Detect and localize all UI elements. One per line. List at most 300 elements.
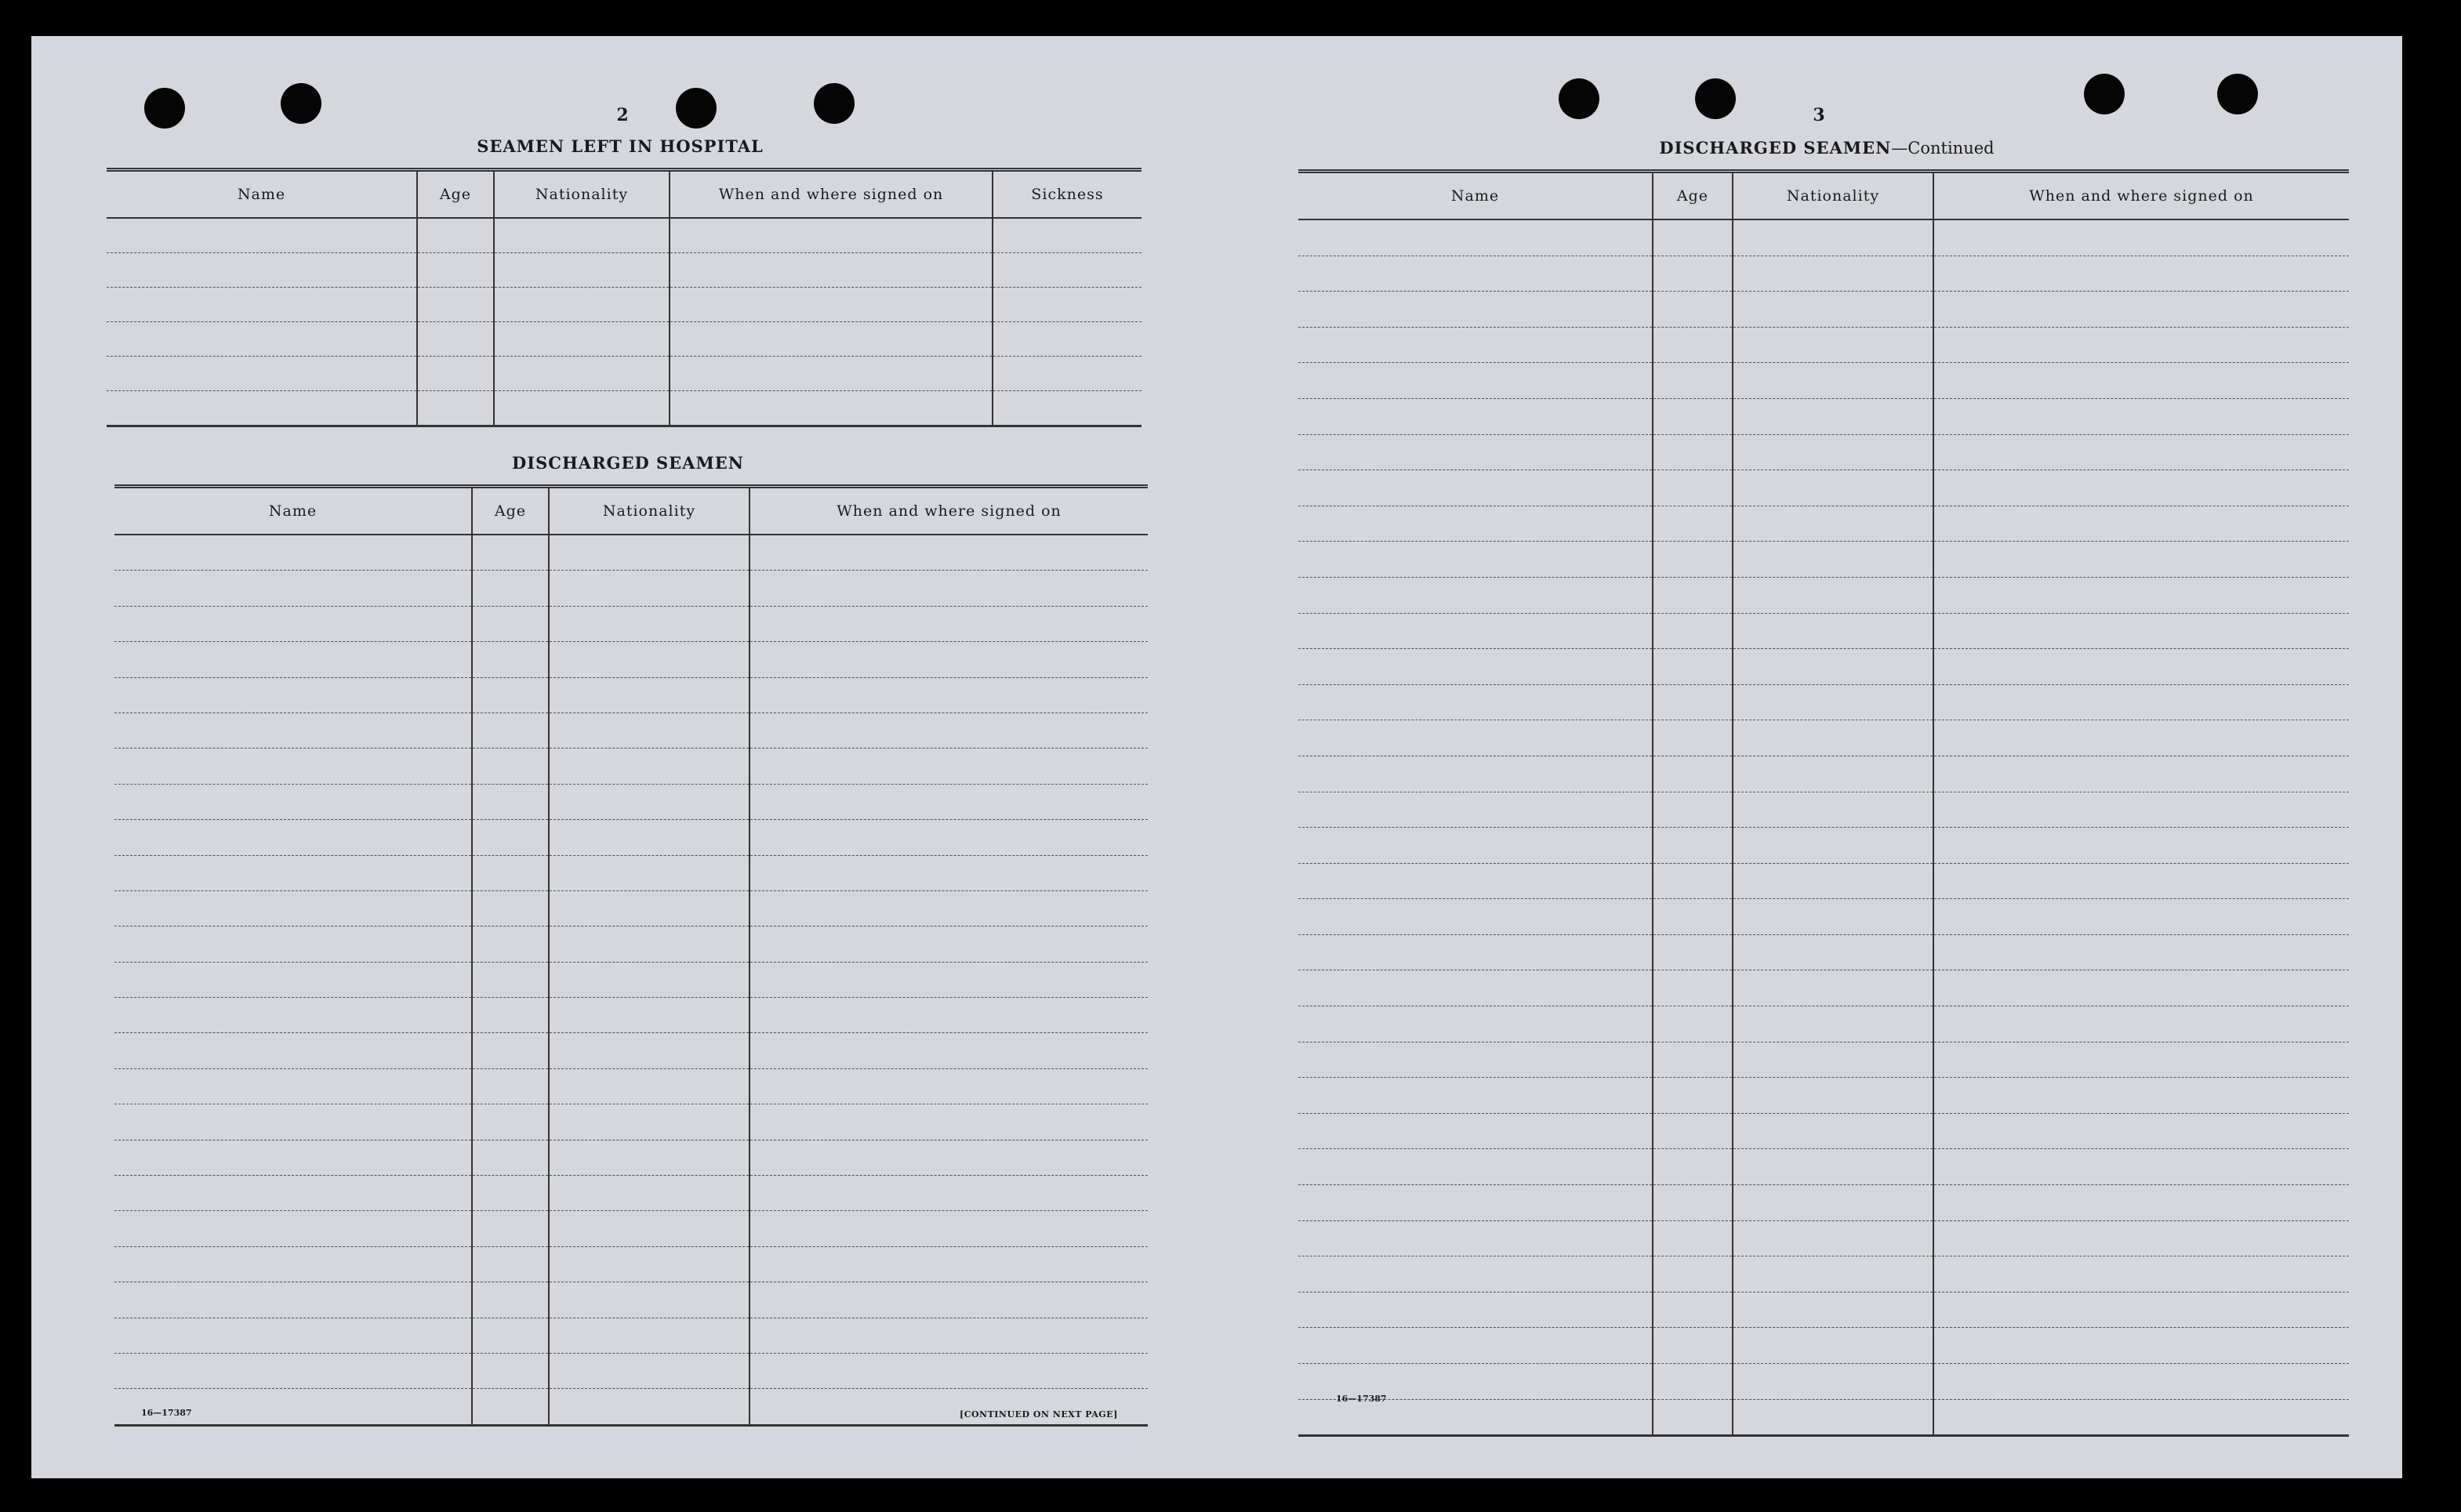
blank-entry-cell bbox=[1733, 577, 1933, 613]
blank-entry-cell bbox=[549, 1104, 750, 1140]
blank-entry-cell bbox=[1653, 398, 1733, 434]
blank-entry-cell bbox=[549, 1033, 750, 1068]
blank-entry-cell bbox=[670, 391, 993, 426]
blank-entry-cell bbox=[1298, 1256, 1653, 1293]
blank-entry-cell bbox=[472, 998, 549, 1033]
blank-entry-cell bbox=[114, 962, 472, 997]
blank-entry-cell bbox=[1933, 292, 2349, 328]
table-row bbox=[114, 1033, 1148, 1068]
blank-entry-cell bbox=[1733, 1006, 1933, 1042]
blank-entry-cell bbox=[549, 1318, 750, 1353]
blank-entry-cell bbox=[1298, 756, 1653, 792]
blank-entry-cell bbox=[114, 535, 472, 571]
blank-entry-cell bbox=[750, 1353, 1148, 1388]
table-row bbox=[1298, 934, 2349, 970]
blank-entry-cell bbox=[1933, 1113, 2349, 1149]
blank-entry-cell bbox=[1653, 720, 1733, 756]
document-sheet bbox=[31, 36, 2402, 1478]
blank-entry-cell bbox=[494, 288, 670, 322]
blank-entry-cell bbox=[114, 606, 472, 641]
blank-entry-cell bbox=[1733, 828, 1933, 864]
blank-entry-cell bbox=[1653, 1256, 1733, 1293]
blank-entry-cell bbox=[1933, 1185, 2349, 1221]
blank-entry-cell bbox=[107, 218, 417, 253]
blank-entry-cell bbox=[1733, 613, 1933, 649]
blank-entry-cell bbox=[472, 926, 549, 962]
blank-entry-cell bbox=[1653, 613, 1733, 649]
table-row bbox=[1298, 720, 2349, 756]
blank-entry-cell bbox=[750, 749, 1148, 784]
blank-entry-cell bbox=[670, 253, 993, 288]
table-row bbox=[1298, 756, 2349, 792]
blank-entry-cell bbox=[750, 1068, 1148, 1104]
table-row bbox=[1298, 470, 2349, 506]
blank-entry-cell bbox=[114, 855, 472, 890]
table-row bbox=[114, 1282, 1148, 1318]
table-row bbox=[114, 1246, 1148, 1282]
blank-entry-cell bbox=[1733, 720, 1933, 756]
blank-entry-cell bbox=[472, 820, 549, 855]
blank-entry-cell bbox=[114, 1318, 472, 1353]
table-row bbox=[114, 1211, 1148, 1246]
blank-entry-cell bbox=[1733, 1292, 1933, 1328]
blank-entry-cell bbox=[1733, 792, 1933, 828]
blank-entry-cell bbox=[114, 890, 472, 926]
blank-entry-cell bbox=[549, 962, 750, 997]
blank-entry-cell bbox=[472, 1282, 549, 1318]
blank-entry-cell bbox=[993, 253, 1142, 288]
column-header: Nationality bbox=[549, 487, 750, 535]
blank-entry-cell bbox=[472, 606, 549, 641]
column-header: Sickness bbox=[993, 170, 1142, 219]
table-row bbox=[114, 1353, 1148, 1388]
blank-entry-cell bbox=[1653, 1006, 1733, 1042]
blank-entry-cell bbox=[750, 1104, 1148, 1140]
blank-entry-cell bbox=[750, 642, 1148, 677]
table-row bbox=[1298, 684, 2349, 720]
blank-entry-cell bbox=[472, 749, 549, 784]
blank-entry-cell bbox=[1653, 470, 1733, 506]
table-row bbox=[114, 998, 1148, 1033]
blank-entry-cell bbox=[114, 1353, 472, 1388]
blank-entry-cell bbox=[1933, 934, 2349, 970]
blank-entry-cell bbox=[750, 1140, 1148, 1175]
blank-entry-cell bbox=[114, 1140, 472, 1175]
blank-entry-cell bbox=[1733, 756, 1933, 792]
blank-entry-cell bbox=[1933, 1399, 2349, 1436]
table-row bbox=[1298, 828, 2349, 864]
blank-entry-cell bbox=[750, 962, 1148, 997]
blank-entry-cell bbox=[1298, 1399, 1653, 1436]
blank-entry-cell bbox=[670, 288, 993, 322]
blank-entry-cell bbox=[1653, 1328, 1733, 1364]
blank-entry-cell bbox=[1653, 1292, 1733, 1328]
blank-entry-cell bbox=[993, 391, 1142, 426]
blank-entry-cell bbox=[1933, 828, 2349, 864]
table-row bbox=[107, 253, 1142, 288]
blank-entry-cell bbox=[549, 535, 750, 571]
blank-entry-cell bbox=[1653, 970, 1733, 1006]
blank-entry-cell bbox=[417, 391, 494, 426]
blank-entry-cell bbox=[472, 571, 549, 606]
blank-entry-cell bbox=[750, 1176, 1148, 1211]
blank-entry-cell bbox=[750, 926, 1148, 962]
blank-entry-cell bbox=[1298, 1042, 1653, 1078]
table-row bbox=[1298, 613, 2349, 649]
blank-entry-cell bbox=[1933, 649, 2349, 685]
punch-hole bbox=[2084, 74, 2125, 114]
blank-entry-cell bbox=[1933, 1328, 2349, 1364]
blank-entry-cell bbox=[494, 253, 670, 288]
table-row bbox=[1298, 1185, 2349, 1221]
blank-entry-cell bbox=[1733, 1256, 1933, 1293]
blank-entry-cell bbox=[549, 890, 750, 926]
blank-entry-cell bbox=[670, 218, 993, 253]
blank-entry-cell bbox=[1733, 1078, 1933, 1114]
table-row bbox=[114, 677, 1148, 712]
left-form-number: 16—17387 bbox=[141, 1408, 192, 1418]
blank-entry-cell bbox=[1653, 792, 1733, 828]
blank-entry-cell bbox=[114, 926, 472, 962]
right-page-number: 3 bbox=[1813, 105, 1825, 125]
blank-entry-cell bbox=[1733, 1149, 1933, 1185]
blank-entry-cell bbox=[114, 749, 472, 784]
blank-entry-cell bbox=[472, 962, 549, 997]
blank-entry-cell bbox=[1653, 756, 1733, 792]
blank-entry-cell bbox=[1933, 792, 2349, 828]
blank-entry-cell bbox=[472, 855, 549, 890]
blank-entry-cell bbox=[472, 1353, 549, 1388]
blank-entry-cell bbox=[1298, 470, 1653, 506]
table-row bbox=[1298, 863, 2349, 899]
blank-entry-cell bbox=[1653, 1149, 1733, 1185]
table-row bbox=[107, 218, 1142, 253]
table-row bbox=[1298, 649, 2349, 685]
blank-entry-cell bbox=[1733, 1185, 1933, 1221]
blank-entry-cell bbox=[1653, 899, 1733, 935]
blank-entry-cell bbox=[1653, 1078, 1733, 1114]
blank-entry-cell bbox=[549, 1176, 750, 1211]
blank-entry-cell bbox=[1653, 327, 1733, 363]
blank-entry-cell bbox=[472, 1246, 549, 1282]
blank-entry-cell bbox=[114, 712, 472, 748]
blank-entry-cell bbox=[1733, 363, 1933, 399]
table-row bbox=[114, 926, 1148, 962]
blank-entry-cell bbox=[1298, 219, 1653, 256]
blank-entry-cell bbox=[750, 571, 1148, 606]
blank-entry-cell bbox=[1653, 292, 1733, 328]
blank-entry-cell bbox=[1653, 256, 1733, 292]
blank-entry-cell bbox=[494, 357, 670, 391]
table-row bbox=[1298, 1328, 2349, 1364]
blank-entry-cell bbox=[549, 1389, 750, 1425]
blank-entry-cell bbox=[417, 322, 494, 357]
blank-entry-cell bbox=[1733, 863, 1933, 899]
table-row bbox=[114, 1140, 1148, 1175]
blank-entry-cell bbox=[1933, 219, 2349, 256]
punch-hole bbox=[144, 88, 185, 129]
table-row bbox=[1298, 792, 2349, 828]
blank-entry-cell bbox=[1298, 434, 1653, 470]
blank-entry-cell bbox=[1933, 1364, 2349, 1400]
blank-entry-cell bbox=[1733, 327, 1933, 363]
blank-entry-cell bbox=[417, 357, 494, 391]
blank-entry-cell bbox=[1733, 684, 1933, 720]
blank-entry-cell bbox=[1653, 1185, 1733, 1221]
punch-hole bbox=[281, 83, 321, 124]
blank-entry-cell bbox=[1933, 363, 2349, 399]
table-row bbox=[1298, 256, 2349, 292]
table-row bbox=[107, 357, 1142, 391]
blank-entry-cell bbox=[1298, 1006, 1653, 1042]
table-row bbox=[114, 1068, 1148, 1104]
blank-entry-cell bbox=[1298, 970, 1653, 1006]
blank-entry-cell bbox=[1933, 470, 2349, 506]
blank-entry-cell bbox=[472, 1140, 549, 1175]
blank-entry-cell bbox=[1298, 828, 1653, 864]
blank-entry-cell bbox=[1653, 934, 1733, 970]
blank-entry-cell bbox=[1653, 363, 1733, 399]
blank-entry-cell bbox=[750, 1211, 1148, 1246]
table-row bbox=[1298, 542, 2349, 578]
blank-entry-cell bbox=[1653, 1399, 1733, 1436]
blank-entry-cell bbox=[549, 1140, 750, 1175]
table-row bbox=[1298, 506, 2349, 542]
blank-entry-cell bbox=[549, 1068, 750, 1104]
table-row bbox=[1298, 1078, 2349, 1114]
blank-entry-cell bbox=[114, 784, 472, 819]
blank-entry-cell bbox=[472, 890, 549, 926]
discharged-continued-title bbox=[1301, 138, 2352, 158]
blank-entry-cell bbox=[472, 1389, 549, 1425]
blank-entry-cell bbox=[1933, 899, 2349, 935]
table-row bbox=[1298, 899, 2349, 935]
column-header: Nationality bbox=[1733, 172, 1933, 220]
blank-entry-cell bbox=[1933, 1220, 2349, 1256]
blank-entry-cell bbox=[750, 1389, 1148, 1425]
blank-entry-cell bbox=[1933, 1149, 2349, 1185]
table-row bbox=[1298, 219, 2349, 256]
blank-entry-cell bbox=[107, 391, 417, 426]
blank-entry-cell bbox=[472, 1211, 549, 1246]
blank-entry-cell bbox=[1298, 1149, 1653, 1185]
blank-entry-cell bbox=[1733, 542, 1933, 578]
column-header: Name bbox=[107, 170, 417, 219]
blank-entry-cell bbox=[1733, 934, 1933, 970]
blank-entry-cell bbox=[750, 784, 1148, 819]
blank-entry-cell bbox=[1733, 506, 1933, 542]
blank-entry-cell bbox=[549, 642, 750, 677]
blank-entry-cell bbox=[1733, 470, 1933, 506]
blank-entry-cell bbox=[114, 1068, 472, 1104]
blank-entry-cell bbox=[1933, 1292, 2349, 1328]
table-row bbox=[1298, 327, 2349, 363]
blank-entry-cell bbox=[1653, 1113, 1733, 1149]
table-row bbox=[1298, 434, 2349, 470]
table-row bbox=[114, 606, 1148, 641]
blank-entry-cell bbox=[417, 218, 494, 253]
blank-entry-cell bbox=[1298, 398, 1653, 434]
table-row bbox=[1298, 363, 2349, 399]
column-header: Name bbox=[1298, 172, 1653, 220]
blank-entry-cell bbox=[472, 1033, 549, 1068]
blank-entry-cell bbox=[1298, 363, 1653, 399]
table-row bbox=[1298, 577, 2349, 613]
blank-entry-cell bbox=[750, 998, 1148, 1033]
punch-hole bbox=[676, 88, 717, 129]
blank-entry-cell bbox=[114, 998, 472, 1033]
continued-note: [CONTINUED ON NEXT PAGE] bbox=[960, 1409, 1118, 1420]
blank-entry-cell bbox=[1298, 613, 1653, 649]
blank-entry-cell bbox=[750, 1246, 1148, 1282]
hospital-table bbox=[107, 168, 1142, 427]
left-page-number: 2 bbox=[616, 105, 629, 125]
blank-entry-cell bbox=[1653, 1220, 1733, 1256]
blank-entry-cell bbox=[750, 1282, 1148, 1318]
blank-entry-cell bbox=[1298, 256, 1653, 292]
discharged-table bbox=[114, 484, 1148, 1427]
table-row bbox=[114, 784, 1148, 819]
blank-entry-cell bbox=[1653, 649, 1733, 685]
table-row bbox=[1298, 292, 2349, 328]
blank-entry-cell bbox=[1653, 506, 1733, 542]
blank-entry-cell bbox=[1733, 1113, 1933, 1149]
blank-entry-cell bbox=[114, 642, 472, 677]
blank-entry-cell bbox=[1298, 863, 1653, 899]
blank-entry-cell bbox=[1653, 434, 1733, 470]
column-header: When and where signed on bbox=[750, 487, 1148, 535]
blank-entry-cell bbox=[114, 571, 472, 606]
blank-entry-cell bbox=[993, 218, 1142, 253]
blank-entry-cell bbox=[472, 677, 549, 712]
table-row bbox=[107, 322, 1142, 357]
column-header: Nationality bbox=[494, 170, 670, 219]
blank-entry-cell bbox=[114, 1104, 472, 1140]
blank-entry-cell bbox=[1653, 684, 1733, 720]
blank-entry-cell bbox=[750, 677, 1148, 712]
table-row bbox=[114, 962, 1148, 997]
table-row bbox=[114, 535, 1148, 571]
hospital-section-title: SEAMEN LEFT IN HOSPITAL bbox=[477, 136, 764, 156]
column-header: Age bbox=[472, 487, 549, 535]
table-row bbox=[1298, 398, 2349, 434]
table-row bbox=[114, 855, 1148, 890]
table-row bbox=[1298, 1292, 2349, 1328]
blank-entry-cell bbox=[472, 1318, 549, 1353]
blank-entry-cell bbox=[1298, 1328, 1653, 1364]
table-row bbox=[1298, 1364, 2349, 1400]
blank-entry-cell bbox=[750, 606, 1148, 641]
blank-entry-cell bbox=[107, 288, 417, 322]
blank-entry-cell bbox=[114, 677, 472, 712]
blank-entry-cell bbox=[1933, 863, 2349, 899]
blank-entry-cell bbox=[1933, 398, 2349, 434]
blank-entry-cell bbox=[1653, 219, 1733, 256]
blank-entry-cell bbox=[1933, 577, 2349, 613]
blank-entry-cell bbox=[1933, 1078, 2349, 1114]
blank-entry-cell bbox=[1933, 542, 2349, 578]
discharged-section-title: DISCHARGED SEAMEN bbox=[512, 453, 744, 473]
blank-entry-cell bbox=[549, 855, 750, 890]
blank-entry-cell bbox=[472, 712, 549, 748]
blank-entry-cell bbox=[114, 1246, 472, 1282]
blank-entry-cell bbox=[750, 890, 1148, 926]
blank-entry-cell bbox=[993, 357, 1142, 391]
punch-hole bbox=[2217, 74, 2258, 114]
blank-entry-cell bbox=[670, 322, 993, 357]
table-row bbox=[114, 1104, 1148, 1140]
blank-entry-cell bbox=[494, 322, 670, 357]
table-row bbox=[1298, 1220, 2349, 1256]
punch-hole bbox=[1559, 78, 1599, 119]
right-form-number: 16—17387 bbox=[1336, 1394, 1387, 1404]
blank-entry-cell bbox=[1298, 1113, 1653, 1149]
blank-entry-cell bbox=[472, 1104, 549, 1140]
blank-entry-cell bbox=[1733, 649, 1933, 685]
blank-entry-cell bbox=[1933, 434, 2349, 470]
blank-entry-cell bbox=[1933, 1006, 2349, 1042]
blank-entry-cell bbox=[549, 926, 750, 962]
table-row bbox=[1298, 1399, 2349, 1436]
blank-entry-cell bbox=[549, 606, 750, 641]
blank-entry-cell bbox=[750, 855, 1148, 890]
column-header: Age bbox=[1653, 172, 1733, 220]
blank-entry-cell bbox=[114, 820, 472, 855]
blank-entry-cell bbox=[1298, 542, 1653, 578]
blank-entry-cell bbox=[549, 1246, 750, 1282]
blank-entry-cell bbox=[549, 571, 750, 606]
blank-entry-cell bbox=[494, 218, 670, 253]
table-row bbox=[107, 391, 1142, 426]
blank-entry-cell bbox=[1298, 720, 1653, 756]
blank-entry-cell bbox=[750, 820, 1148, 855]
blank-entry-cell bbox=[1933, 756, 2349, 792]
blank-entry-cell bbox=[472, 642, 549, 677]
blank-entry-cell bbox=[472, 784, 549, 819]
column-header: When and where signed on bbox=[1933, 172, 2349, 220]
blank-entry-cell bbox=[750, 712, 1148, 748]
table-row bbox=[1298, 1113, 2349, 1149]
blank-entry-cell bbox=[1653, 542, 1733, 578]
discharged-continued-title-main: DISCHARGED SEAMEN bbox=[1659, 138, 1892, 158]
table-row bbox=[107, 288, 1142, 322]
table-row bbox=[1298, 1006, 2349, 1042]
blank-entry-cell bbox=[417, 288, 494, 322]
blank-entry-cell bbox=[750, 1318, 1148, 1353]
blank-entry-cell bbox=[1933, 720, 2349, 756]
blank-entry-cell bbox=[1733, 899, 1933, 935]
blank-entry-cell bbox=[549, 749, 750, 784]
blank-entry-cell bbox=[549, 1353, 750, 1388]
blank-entry-cell bbox=[472, 1068, 549, 1104]
blank-entry-cell bbox=[1933, 506, 2349, 542]
blank-entry-cell bbox=[1653, 1364, 1733, 1400]
blank-entry-cell bbox=[1733, 1399, 1933, 1436]
blank-entry-cell bbox=[549, 1211, 750, 1246]
blank-entry-cell bbox=[1933, 256, 2349, 292]
blank-entry-cell bbox=[1733, 434, 1933, 470]
table-row bbox=[1298, 1149, 2349, 1185]
blank-entry-cell bbox=[1298, 934, 1653, 970]
column-header: Age bbox=[417, 170, 494, 219]
blank-entry-cell bbox=[549, 784, 750, 819]
blank-entry-cell bbox=[1653, 863, 1733, 899]
punch-hole bbox=[814, 83, 855, 124]
blank-entry-cell bbox=[1298, 1185, 1653, 1221]
blank-entry-cell bbox=[107, 357, 417, 391]
blank-entry-cell bbox=[417, 253, 494, 288]
blank-entry-cell bbox=[107, 253, 417, 288]
